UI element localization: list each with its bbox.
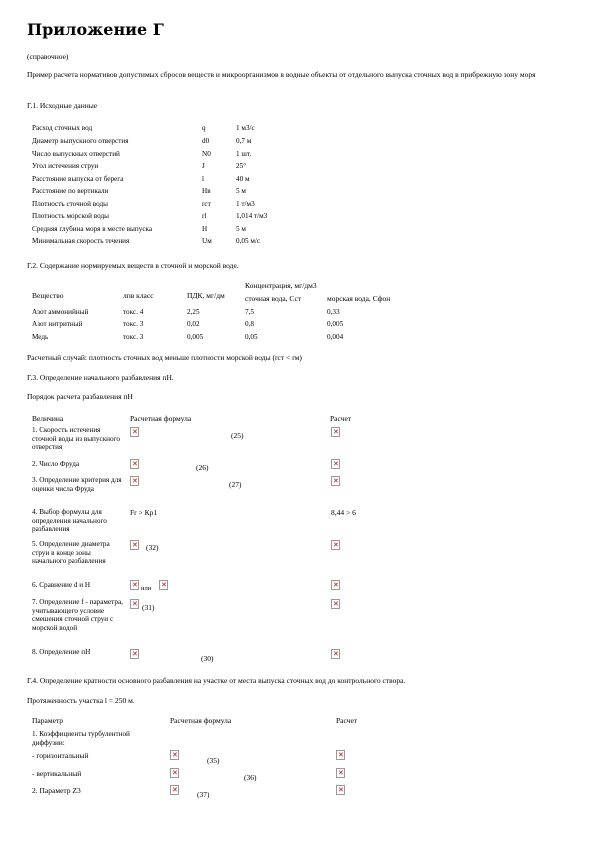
substance-waste: 0,05 — [245, 333, 258, 341]
param-value: 1,014 т/м3 — [236, 212, 268, 220]
substance-pdk: 0,02 — [187, 320, 200, 328]
formula-image-icon — [170, 785, 179, 795]
formula-image-icon — [130, 476, 139, 486]
col-conc-waste: сточная вода, Сст — [245, 294, 302, 303]
result-image-icon — [331, 476, 340, 486]
calc-row-label: 4. Выбор формулы для определения начального разбавления — [32, 508, 107, 533]
param-name: Плотность морской воды — [32, 212, 109, 220]
formula-number: (26) — [196, 463, 209, 472]
result-image-icon — [336, 750, 345, 760]
param-symbol: l — [202, 175, 204, 183]
formula-number: (30) — [201, 654, 214, 663]
order-heading: Порядок расчета разбавления пН — [27, 392, 133, 401]
param-value: 1 м3/с — [236, 124, 255, 132]
formula-number: (32) — [146, 543, 159, 552]
result-image-icon — [331, 427, 340, 437]
col-quantity: Величина — [32, 414, 64, 423]
formula-number: (37) — [197, 790, 210, 799]
formula-image-icon — [130, 580, 139, 590]
formula-image-icon — [159, 580, 168, 590]
formula-image-icon — [170, 768, 179, 778]
substance-waste: 0,8 — [245, 320, 254, 328]
param-name: Средняя глубина моря в месте выпуска — [32, 225, 153, 233]
calc-row-label: 6. Сравнение d и Н — [32, 581, 91, 589]
col-formula: Расчетная формула — [170, 716, 232, 725]
substance-sea: 0,004 — [327, 333, 344, 341]
calc-row-label: 2. Число Фруда — [32, 460, 80, 468]
col-substance: Вещество — [32, 291, 64, 300]
formula-image-icon — [130, 599, 139, 609]
formula-or-text: или — [141, 585, 152, 592]
substance-sea: 0,33 — [327, 308, 340, 316]
param-name: Расход сточных вод — [32, 124, 93, 132]
substance-name: Азот аммонийный — [32, 308, 89, 316]
substance-hazard: токс. 3 — [123, 320, 144, 328]
subtitle: (справочное) — [27, 52, 69, 61]
calc-row-label: 3. Определение критерия для оценки числа Фруда — [32, 476, 122, 493]
substance-pdk: 2,25 — [187, 308, 200, 316]
length-note: Протяженность участка l = 250 м. — [27, 696, 135, 705]
formula-image-icon — [130, 540, 139, 550]
substance-name: Азот нитритный — [32, 320, 83, 328]
section-g4-heading: Г.4. Определение кратности основного разбавления на участке от места выпуска сточных вод до контрольного створа. — [27, 676, 406, 685]
result-image-icon — [331, 540, 340, 550]
param-name: Расстояние по вертикали — [32, 187, 109, 195]
param-value: 40 м — [236, 175, 250, 183]
page-title: Приложение Г — [27, 20, 164, 39]
param-value: 1 шт. — [236, 150, 252, 158]
param-name: Расстояние выпуска от берега — [32, 175, 124, 183]
col-conc-sea: морская вода, Сфон — [327, 294, 391, 303]
param-name: Число выпускных отверстий — [32, 150, 120, 158]
formula-number: (36) — [244, 773, 257, 782]
col-concentration: Концентрация, мг/дм3 — [245, 281, 317, 290]
substance-waste: 7,5 — [245, 308, 254, 316]
param-symbol: rст — [202, 200, 211, 208]
param-symbol: Н — [202, 225, 208, 233]
param-value: 5 м — [236, 187, 246, 195]
intro-paragraph: Пример расчета нормативов допустимых сбросов веществ и микроорганизмов в водные объекты от отдельного выпуска сточных вод в прибрежную зону моря — [27, 70, 536, 79]
calc2-row-label: - горизонтальный — [32, 751, 89, 760]
formula-image-icon — [170, 750, 179, 760]
result-text: 8,44 > 6 — [331, 508, 356, 517]
formula-text: Fr > Кр1 — [130, 508, 158, 517]
param-value: 1 т/м3 — [236, 200, 255, 208]
calc2-row-label: 1. Коэффициенты турбулентной диффузии: — [32, 730, 130, 747]
result-image-icon — [331, 580, 340, 590]
param-symbol: J — [202, 162, 205, 170]
section-g3-heading: Г.3. Определение начального разбавления пН. — [27, 373, 174, 382]
param-value: 5 м — [236, 225, 246, 233]
result-image-icon — [336, 768, 345, 778]
param-symbol: rl — [202, 212, 207, 220]
param-symbol: Нв — [202, 187, 211, 195]
substance-hazard: токс. 3 — [123, 333, 144, 341]
result-image-icon — [331, 599, 340, 609]
result-image-icon — [331, 649, 340, 659]
col-result: Расчет — [330, 414, 352, 423]
formula-number: (27) — [229, 480, 242, 489]
col-param: Параметр — [32, 716, 64, 725]
formula-number: (35) — [207, 756, 220, 765]
substance-name: Медь — [32, 333, 49, 341]
substance-sea: 0,005 — [327, 320, 344, 328]
param-name: Плотность сточной воды — [32, 200, 109, 208]
calc-row-label: 1. Скорость истечения сточной воды из выпускного отверстия — [32, 426, 120, 451]
result-image-icon — [336, 785, 345, 795]
formula-number: (31) — [142, 603, 155, 612]
param-symbol: N0 — [202, 150, 211, 158]
calc2-row-label: - вертикальный — [32, 769, 82, 778]
section-g2-heading: Г.2. Содержание нормируемых веществ в сточной и морской воде. — [27, 261, 239, 270]
param-value: 0,05 м/с — [236, 237, 261, 245]
result-image-icon — [331, 459, 340, 469]
formula-image-icon — [130, 459, 139, 469]
calc-row-label: 8. Определение пН — [32, 648, 91, 656]
col-result: Расчет — [336, 716, 358, 725]
param-symbol: d0 — [202, 137, 210, 145]
formula-image-icon — [130, 649, 139, 659]
param-value: 0,7 м — [236, 137, 252, 145]
param-value: 25° — [236, 162, 247, 170]
col-hazard: лпв класс — [123, 291, 154, 300]
substance-hazard: токс. 4 — [123, 308, 144, 316]
param-name: Угол истечения струи — [32, 162, 99, 170]
calc-row-label: 5. Определение диаметра струи в конце зоны начального разбавления — [32, 540, 110, 565]
param-name: Минимальная скорость течения — [32, 237, 130, 245]
formula-number: (25) — [231, 431, 244, 440]
calc-row-label: 7. Определение f - параметра, учитывающего условие смешения сточной струи с морской водой — [32, 598, 123, 632]
col-formula: Расчетная формула — [130, 414, 192, 423]
col-pdk: ПДК, мг/дм — [187, 291, 225, 300]
param-name: Диаметр выпускного отверстия — [32, 137, 129, 145]
formula-image-icon — [130, 427, 139, 437]
param-symbol: Uм — [202, 237, 212, 245]
substance-pdk: 0,005 — [187, 333, 204, 341]
calc2-row-label: 2. Параметр Z3 — [32, 786, 81, 795]
param-symbol: q — [202, 124, 206, 132]
case-note: Расчетный случай: плотность сточных вод меньше плотности морской воды (rст < rм) — [27, 353, 302, 362]
section-g1-heading: Г.1. Исходные данные — [27, 101, 98, 110]
